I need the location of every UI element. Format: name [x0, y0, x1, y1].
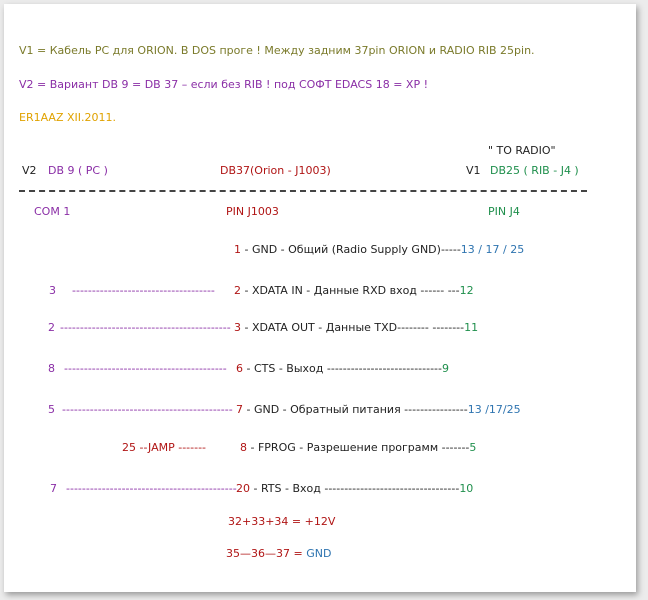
header-divider: [19, 190, 587, 192]
signal-description: - XDATA IN - Данные RXD вход ------ ---: [241, 284, 460, 297]
signal-description: - CTS - Выход -----------------------------: [243, 362, 442, 375]
db37-header: DB37(Orion - J1003): [220, 164, 331, 177]
j1003-pin: 3: [234, 321, 241, 334]
j4-pin: 11: [464, 321, 479, 334]
pc-wire: -----------------------------------------: [64, 362, 227, 375]
pc-pin: 7: [50, 482, 57, 495]
signal-description: - RTS - Вход ----------------------------------: [250, 482, 460, 495]
pin-j1003-label: PIN J1003: [226, 205, 279, 218]
j1003-pin: 20: [236, 482, 250, 495]
com-label: COM 1: [34, 205, 71, 218]
v2-tag: V2: [22, 164, 37, 177]
pin-j4-label: PIN J4: [488, 205, 520, 218]
pc-wire: -------------------------------------------: [62, 403, 233, 416]
signal-description: - GND - Общий (Radio Supply GND)-----: [241, 243, 461, 256]
j1003-pin: 7: [236, 403, 243, 416]
j1003-pin: 1: [234, 243, 241, 256]
pc-pin: 8: [48, 362, 55, 375]
j4-pin: 10: [459, 482, 474, 495]
list-item: [236, 403, 521, 417]
signal-description: - XDATA OUT - Данные TXD-------- --------: [241, 321, 465, 334]
power-line: 32+33+34 = +12V: [228, 515, 336, 528]
j4-pin: 12: [459, 284, 474, 297]
list-item: [240, 441, 476, 455]
pc-wire: ------------------------------------: [72, 284, 215, 297]
signal-description: - GND - Обратный питания ----------------: [243, 403, 468, 416]
j1003-pin: 2: [234, 284, 241, 297]
pc-pin: 25 --JAMP -------: [122, 441, 207, 454]
list-item: [234, 243, 524, 257]
db9-header: DB 9 ( PC ): [48, 164, 108, 177]
gnd-label: GND: [306, 547, 332, 560]
list-item: [236, 482, 473, 496]
document-page: [4, 4, 636, 592]
list-item: [234, 321, 478, 335]
pc-pin: 2: [48, 321, 55, 334]
j4-pin: 9: [442, 362, 449, 375]
pc-wire: -------------------------------------------: [66, 482, 237, 495]
j4-pin: 5: [469, 441, 477, 454]
db25-header: DB25 ( RIB - J4 ): [490, 164, 579, 177]
list-item: [236, 362, 449, 376]
j1003-pin: 6: [236, 362, 243, 375]
gnd-pins: 35—36—37 =: [226, 547, 307, 560]
j4-pin: 13 / 17 / 25: [460, 243, 525, 256]
j4-pin: 13 /17/25: [467, 403, 521, 416]
header-v1-line: V1 = Кабель PC для ORION. В DOS проге ! Между задним 37pin ORION и RADIO RIB 25pin.: [19, 44, 535, 57]
pc-pin: 5: [48, 403, 55, 416]
list-item: [234, 284, 474, 298]
j1003-pin: 8: [240, 441, 247, 454]
signal-description: - FPROG - Разрешение программ -------: [247, 441, 470, 454]
header-v2-line: V2 = Вариант DB 9 = DB 37 – если без RIB ! под СОФТ EDACS 18 = XP !: [19, 78, 428, 91]
author-line: ER1AAZ XII.2011.: [19, 111, 116, 124]
pc-wire: -------------------------------------------: [60, 321, 231, 334]
pc-pin: 3: [49, 284, 56, 297]
v1-tag: V1: [466, 164, 481, 177]
to-radio-label: " TO RADIO": [488, 144, 556, 157]
gnd-line: [226, 547, 331, 561]
